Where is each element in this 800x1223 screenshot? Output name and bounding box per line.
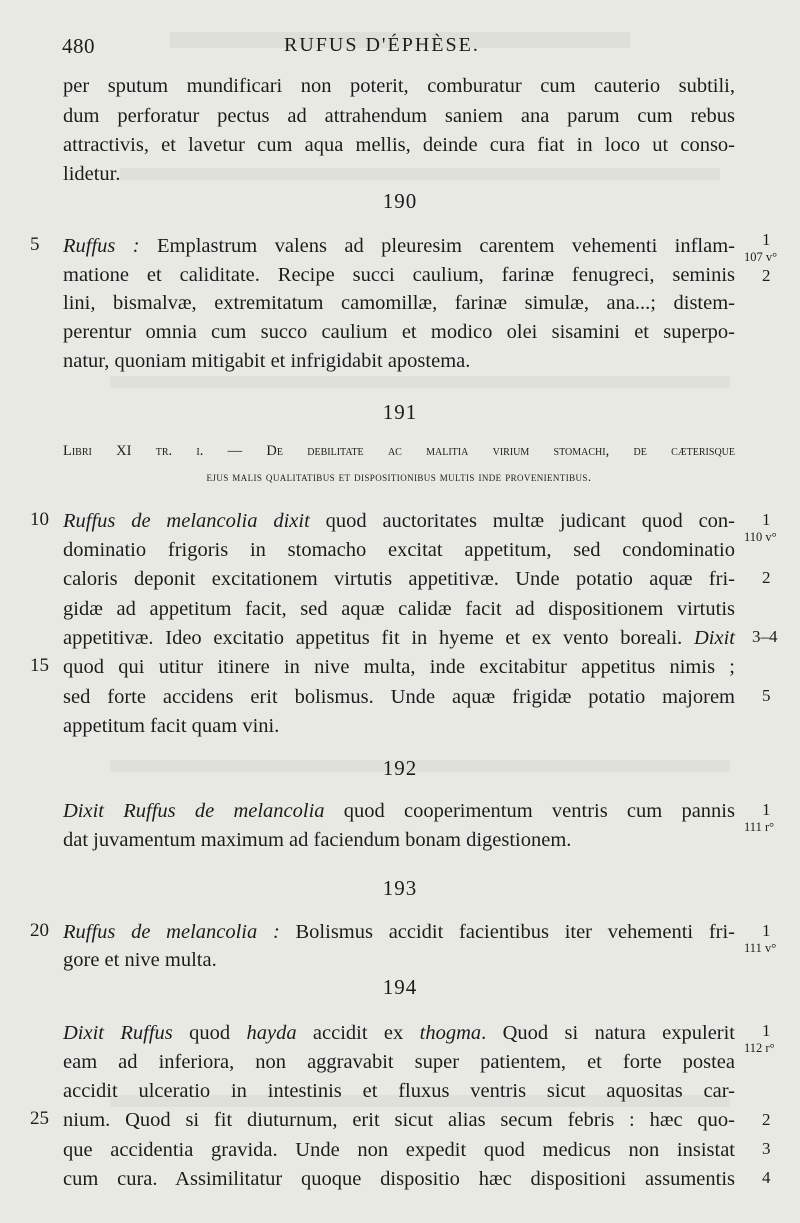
running-head-title: RUFUS D'ÉPHÈSE. bbox=[284, 34, 480, 56]
line-number: 15 bbox=[30, 655, 49, 676]
margin-reference: 2 bbox=[762, 568, 771, 587]
text-line: caloris deponit excitationem virtutis appetitivæ. Unde potatio aquæ fri- bbox=[63, 568, 735, 590]
text-line: accidit ulceratio in intestinis et fluxus ventris sicut aquositas car- bbox=[63, 1080, 735, 1102]
text-line: cum cura. Assimilitatur quoque dispositio hæc dispositioni assumentis bbox=[63, 1168, 735, 1190]
folio-reference: 110 v° bbox=[744, 530, 777, 544]
text-line: natur, quoniam mitigabit et infrigidabit apostema. bbox=[63, 350, 471, 372]
chapter-heading: ejus malis qualitatibus et dispositionibus multis inde provenientibus. bbox=[206, 469, 592, 484]
text-line: Ruffus : Emplastrum valens ad pleuresim carentem vehementi inflam- bbox=[63, 235, 736, 257]
text-line: dominatio frigoris in stomacho excitat appetitum, sed condominatio bbox=[63, 539, 735, 561]
line-number: 20 bbox=[30, 920, 49, 941]
line-number: 25 bbox=[30, 1108, 49, 1129]
folio-reference: 111 v° bbox=[744, 941, 777, 955]
text-line: Dixit Ruffus quod hayda accidit ex thogma. Quod si natura expulerit bbox=[63, 1022, 736, 1044]
folio-reference: 107 v° bbox=[744, 250, 778, 264]
margin-reference: 3 bbox=[762, 1139, 771, 1158]
author-citation: Dixit Ruffus de melancolia bbox=[63, 800, 325, 822]
arabic-term: hayda bbox=[246, 1022, 297, 1044]
margin-reference: 1 bbox=[762, 921, 771, 940]
text-line: perentur omnia cum succo caulium et modico olei sisamini et superpo- bbox=[63, 321, 735, 343]
text-line: dat juvamentum maximum ad faciendum bonam digestionem. bbox=[63, 829, 572, 851]
folio-reference: 111 r° bbox=[744, 820, 775, 834]
text-line: que accidentia gravida. Unde non expedit quod medicus non insistat bbox=[63, 1139, 735, 1161]
margin-reference: 3–4 bbox=[752, 627, 778, 646]
text-line: gore et nive multa. bbox=[63, 949, 217, 971]
text-line: appetitivæ. Ideo excitatio appetitus fit in hyeme et ex vento boreali. Dixit bbox=[63, 627, 735, 649]
text-line: Ruffus de melancolia dixit quod auctoritates multæ judicant quod con- bbox=[63, 510, 736, 532]
author-citation: Dixit Ruffus bbox=[63, 1022, 173, 1044]
margin-reference: 1 bbox=[762, 230, 771, 249]
margin-reference: 2 bbox=[762, 266, 771, 285]
section-number-194: 194 bbox=[382, 975, 418, 999]
margin-reference: 5 bbox=[762, 686, 771, 705]
section-number-190: 190 bbox=[382, 189, 418, 213]
margin-reference: 1 bbox=[762, 800, 771, 819]
margin-reference: 2 bbox=[762, 1110, 771, 1129]
line-number: 10 bbox=[30, 509, 49, 530]
chapter-heading: Libri XI tr. i. — De debilitate ac malitia virium stomachi, de cæterisque bbox=[63, 443, 735, 459]
text-line: Dixit Ruffus de melancolia quod cooperimentum ventris cum pannis bbox=[63, 800, 735, 822]
section-number-193: 193 bbox=[382, 876, 418, 900]
author-citation: Ruffus : bbox=[63, 235, 140, 257]
page-number: 480 bbox=[62, 34, 95, 58]
text-line: per sputum mundificari non poterit, comburatur cum cauterio subtili, bbox=[63, 75, 735, 97]
author-citation: Dixit bbox=[694, 627, 735, 649]
author-citation: Ruffus de melancolia dixit bbox=[63, 510, 310, 532]
section-number-192: 192 bbox=[382, 756, 418, 780]
line-number: 5 bbox=[30, 234, 40, 255]
arabic-term: thogma bbox=[419, 1022, 482, 1044]
margin-reference: 4 bbox=[762, 1168, 771, 1187]
running-header bbox=[62, 34, 738, 60]
text-line: gidæ ad appetitum facit, sed aquæ calidæ facit ad dispositionem virtutis bbox=[63, 598, 735, 620]
text-line: nium. Quod si fit diuturnum, erit sicut alias secum febris : hæc quo- bbox=[63, 1109, 735, 1131]
text-line: lidetur. bbox=[63, 163, 121, 185]
text-line: Ruffus de melancolia : Bolismus accidit facientibus iter vehementi fri- bbox=[63, 921, 735, 943]
show-through-shadow bbox=[110, 376, 730, 388]
text-line: matione et caliditate. Recipe succi caulium, farinæ fenugreci, seminis bbox=[63, 264, 735, 286]
section-number-191: 191 bbox=[382, 400, 418, 424]
text-line: quod qui utitur itinere in nive multa, inde excitabitur appetitus nimis ; bbox=[63, 656, 735, 678]
text-line: dum perforatur pectus ad attrahendum saniem ana parum cum rebus bbox=[63, 105, 735, 127]
text-line: attractivis, et lavetur cum aqua mellis, deinde cura fiat in loco ut conso- bbox=[63, 134, 735, 156]
text-line: lini, bismalvæ, extremitatum camomillæ, farinæ simulæ, ana...; distem- bbox=[63, 292, 735, 314]
text-line: sed forte accidens erit bolismus. Unde aquæ frigidæ potatio majorem bbox=[63, 686, 735, 708]
margin-reference: 1 bbox=[762, 1021, 771, 1040]
folio-reference: 112 r° bbox=[744, 1041, 775, 1055]
author-citation: Ruffus de melancolia : bbox=[63, 921, 280, 943]
text-line: eam ad inferiora, non aggravabit super patientem, et forte postea bbox=[63, 1051, 735, 1073]
text-line: appetitum facit quam vini. bbox=[63, 715, 280, 737]
margin-reference: 1 bbox=[762, 510, 771, 529]
